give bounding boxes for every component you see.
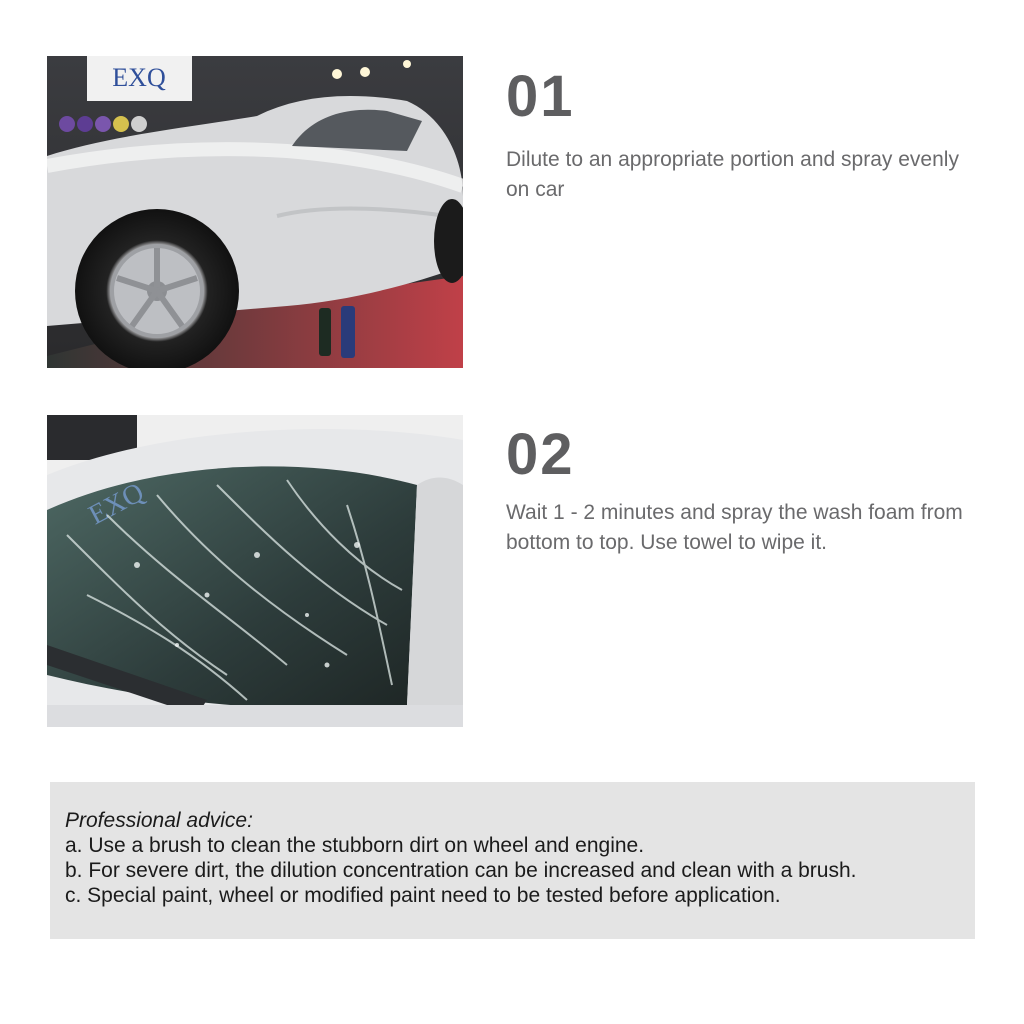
- advice-line-a: a. Use a brush to clean the stubborn dirt on wheel and engine.: [65, 834, 645, 857]
- foam-covered-car-photo: [47, 56, 463, 368]
- professional-advice-box: [50, 782, 975, 939]
- step-1-number: 01: [506, 64, 575, 129]
- step-1-text: Dilute to an appropriate portion and spray evenly on car: [506, 148, 959, 201]
- step-2-number: 02: [506, 422, 575, 487]
- exq-sign-text: EXQ: [112, 63, 166, 92]
- windshield-rinse-photo: [47, 415, 463, 727]
- step-2-text: Wait 1 - 2 minutes and spray the wash foam from bottom to top. Use towel to wipe it.: [506, 501, 963, 554]
- exq-sticker-text: EXQ: [83, 476, 150, 532]
- advice-line-c: c. Special paint, wheel or modified paint need to be tested before application.: [65, 884, 781, 907]
- advice-title: Professional advice:: [65, 809, 253, 832]
- advice-line-b: b. For severe dirt, the dilution concentration can be increased and clean with a brush.: [65, 859, 857, 882]
